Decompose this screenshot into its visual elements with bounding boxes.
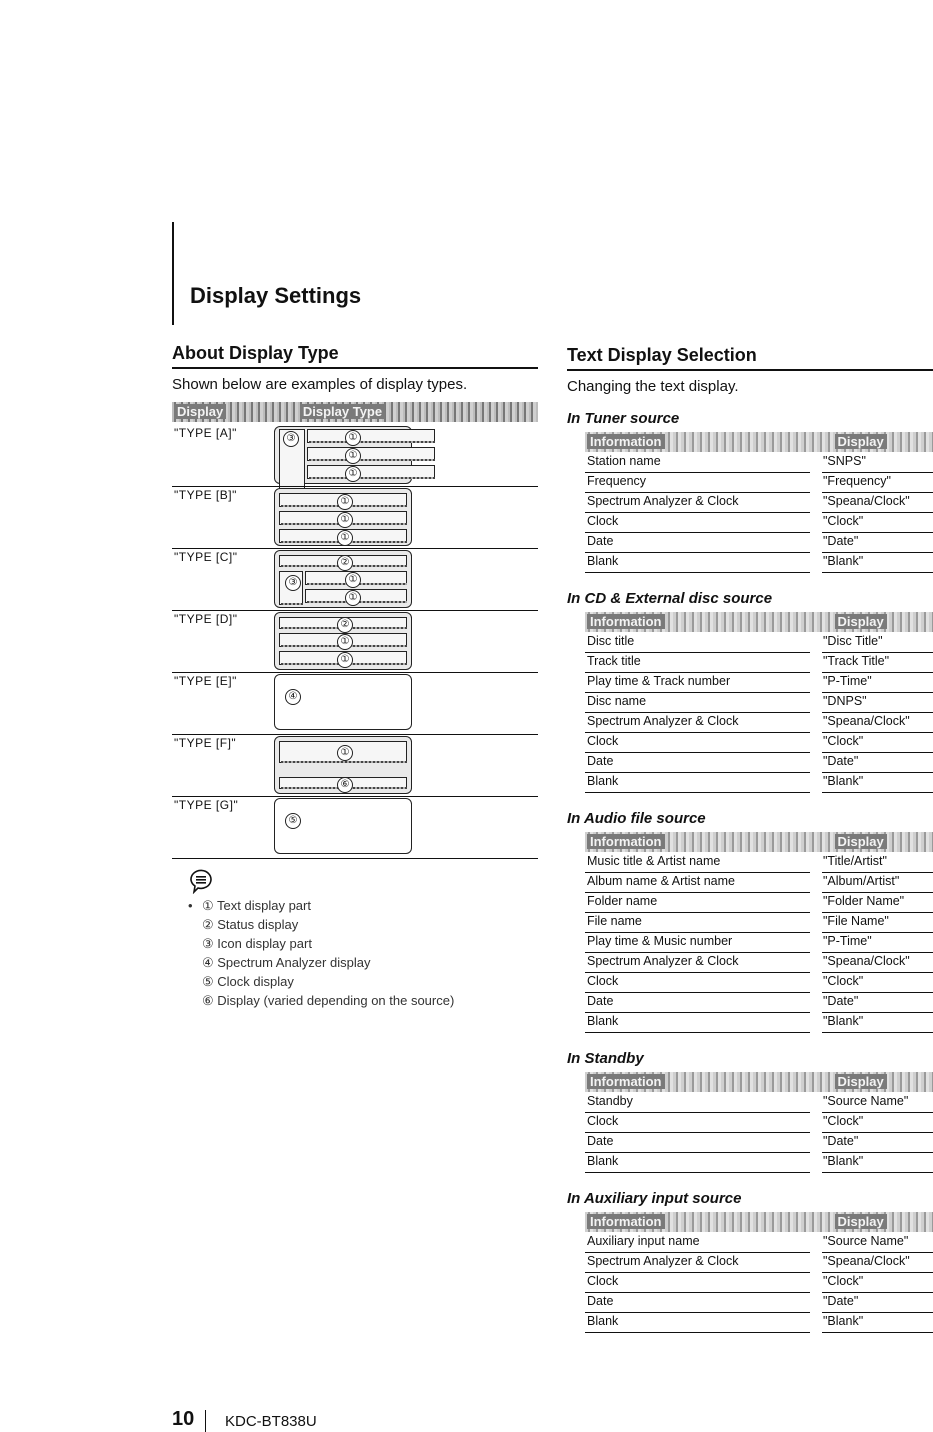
info-table-header: [585, 432, 933, 452]
display-cell: "Blank": [823, 1154, 864, 1168]
info-cell: Clock: [587, 1114, 619, 1128]
info-cell: Blank: [587, 554, 619, 568]
display-cell: "Speana/Clock": [823, 714, 910, 728]
info-rule: [585, 1032, 810, 1033]
display-rule: [822, 912, 933, 913]
info-rule: [585, 672, 810, 673]
info-rule: [585, 1272, 810, 1273]
info-rule: [585, 1312, 810, 1313]
info-cell: Disc name: [587, 694, 647, 708]
display-rule: [822, 792, 933, 793]
info-rule: [585, 1172, 810, 1173]
segment-stripe: [309, 441, 435, 443]
display-rule: [822, 932, 933, 933]
display-type-label: "TYPE [C]": [174, 550, 238, 564]
display-cell: "Blank": [823, 1314, 864, 1328]
info-rule: [585, 572, 810, 573]
info-cell: Folder name: [587, 894, 658, 908]
display-type-label: "TYPE [B]": [174, 488, 237, 502]
info-cell: Date: [587, 994, 614, 1008]
info-cell: Track title: [587, 654, 641, 668]
display-rule: [822, 1132, 933, 1133]
col-information: Information: [587, 1214, 665, 1229]
display-part-marker: ③: [283, 431, 299, 447]
display-cell: "File Name": [823, 914, 889, 928]
type-row-divider: [172, 796, 538, 797]
info-cell: File name: [587, 914, 642, 928]
display-type-label: "TYPE [G]": [174, 798, 239, 812]
display-rule: [822, 992, 933, 993]
source-title: In Audio file source: [567, 810, 706, 827]
info-cell: Play time & Music number: [587, 934, 733, 948]
display-cell: "DNPS": [823, 694, 867, 708]
display-part-marker: ①: [337, 512, 353, 528]
display-rule: [822, 712, 933, 713]
info-rule: [585, 472, 810, 473]
display-rule: [822, 1112, 933, 1113]
info-cell: Blank: [587, 1014, 619, 1028]
text-lead: Changing the text display.: [567, 378, 739, 395]
info-rule: [585, 552, 810, 553]
info-rule: [585, 892, 810, 893]
display-type-table-header: [172, 402, 538, 422]
source-title: In Tuner source: [567, 410, 680, 427]
col-information: Information: [587, 1074, 665, 1089]
segment-stripe: [309, 477, 435, 479]
display-cell: "Title/Artist": [823, 854, 887, 868]
display-type-diagram: [274, 736, 412, 794]
info-cell: Music title & Artist name: [587, 854, 721, 868]
display-part-marker: ②: [337, 617, 353, 633]
note-item: ⑥ Display (varied depending on the source): [202, 993, 455, 1008]
info-cell: Date: [587, 534, 614, 548]
info-rule: [585, 1292, 810, 1293]
info-cell: Date: [587, 1134, 614, 1148]
display-part-marker: ①: [345, 448, 361, 464]
display-part-marker: ①: [337, 745, 353, 761]
info-rule: [585, 972, 810, 973]
info-cell: Play time & Track number: [587, 674, 731, 688]
info-cell: Standby: [587, 1094, 633, 1108]
display-rule: [822, 1272, 933, 1273]
display-part-marker: ⑤: [285, 813, 301, 829]
info-cell: Clock: [587, 514, 619, 528]
display-rule: [822, 532, 933, 533]
display-cell: "Blank": [823, 774, 864, 788]
display-type-diagram: [274, 612, 412, 670]
segment-stripe: [281, 761, 407, 763]
display-cell: "Source Name": [823, 1234, 909, 1248]
display-type-label: "TYPE [E]": [174, 674, 237, 688]
display-rule: [822, 892, 933, 893]
display-cell: "Clock": [823, 734, 864, 748]
info-cell: Blank: [587, 774, 619, 788]
col-display: Display: [174, 404, 226, 419]
display-type-label: "TYPE [F]": [174, 736, 237, 750]
info-cell: Date: [587, 1294, 614, 1308]
display-cell: "SNPS": [823, 454, 866, 468]
info-cell: Blank: [587, 1314, 619, 1328]
footer-divider: [205, 1410, 206, 1432]
info-cell: Clock: [587, 1274, 619, 1288]
info-rule: [585, 492, 810, 493]
note-item: ③ Icon display part: [202, 936, 312, 951]
type-row-divider: [172, 486, 538, 487]
display-cell: "P-Time": [823, 934, 872, 948]
display-rule: [822, 1172, 933, 1173]
display-rule: [822, 1032, 933, 1033]
info-rule: [585, 752, 810, 753]
info-rule: [585, 912, 810, 913]
display-rule: [822, 952, 933, 953]
display-rule: [822, 732, 933, 733]
display-cell: "Clock": [823, 1274, 864, 1288]
display-cell: "Blank": [823, 554, 864, 568]
about-heading-rule: [172, 367, 538, 369]
page-number: 10: [172, 1408, 195, 1430]
display-cell: "Album/Artist": [823, 874, 900, 888]
note-bullet: •: [188, 898, 193, 913]
display-cell: "Speana/Clock": [823, 1254, 910, 1268]
display-part-marker: ②: [337, 555, 353, 571]
note-item: ① Text display part: [202, 898, 311, 913]
source-title: In Auxiliary input source: [567, 1190, 742, 1207]
display-type-label: "TYPE [D]": [174, 612, 238, 626]
display-rule: [822, 1292, 933, 1293]
info-rule: [585, 872, 810, 873]
display-rule: [822, 1252, 933, 1253]
info-table-header: [585, 832, 933, 852]
display-cell: "Clock": [823, 1114, 864, 1128]
display-cell: "Clock": [823, 974, 864, 988]
display-part-marker: ①: [345, 590, 361, 606]
display-part-marker: ①: [345, 572, 361, 588]
info-rule: [585, 732, 810, 733]
info-cell: Clock: [587, 974, 619, 988]
display-rule: [822, 672, 933, 673]
display-rule: [822, 872, 933, 873]
display-cell: "Speana/Clock": [823, 954, 910, 968]
display-rule: [822, 972, 933, 973]
display-type-diagram: [274, 798, 412, 854]
display-cell: "Folder Name": [823, 894, 905, 908]
display-type-diagram: [274, 674, 412, 730]
display-rule: [822, 1332, 933, 1333]
info-rule: [585, 992, 810, 993]
display-cell: "Track Title": [823, 654, 890, 668]
display-part-marker: ①: [337, 494, 353, 510]
info-rule: [585, 692, 810, 693]
note-icon: [188, 868, 214, 894]
display-type-diagram: [274, 426, 412, 484]
display-part-marker: ③: [285, 575, 301, 591]
display-cell: "Frequency": [823, 474, 891, 488]
display-rule: [822, 752, 933, 753]
info-rule: [585, 1012, 810, 1013]
type-row-divider: [172, 548, 538, 549]
info-cell: Spectrum Analyzer & Clock: [587, 1254, 739, 1268]
display-rule: [822, 552, 933, 553]
display-cell: "Date": [823, 534, 859, 548]
info-cell: Auxiliary input name: [587, 1234, 700, 1248]
title-bar: [172, 222, 174, 325]
display-cell: "Clock": [823, 514, 864, 528]
col-display: Display: [835, 1214, 887, 1229]
display-rule: [822, 492, 933, 493]
source-title: In Standby: [567, 1050, 644, 1067]
about-lead: Shown below are examples of display types.: [172, 376, 468, 393]
display-cell: "Speana/Clock": [823, 494, 910, 508]
col-display-type: Display Type: [300, 404, 385, 419]
info-rule: [585, 712, 810, 713]
display-rule: [822, 1312, 933, 1313]
display-rule: [822, 1152, 933, 1153]
info-rule: [585, 772, 810, 773]
display-cell: "Date": [823, 1134, 859, 1148]
info-cell: Date: [587, 754, 614, 768]
about-display-type-heading: About Display Type: [172, 343, 339, 363]
text-display-selection-heading: Text Display Selection: [567, 345, 757, 365]
display-rule: [822, 572, 933, 573]
display-part-marker: ①: [337, 634, 353, 650]
display-rule: [822, 692, 933, 693]
display-type-diagram: [274, 488, 412, 546]
info-rule: [585, 1332, 810, 1333]
page-title: Display Settings: [190, 283, 362, 308]
display-rule: [822, 512, 933, 513]
info-table-header: [585, 1072, 933, 1092]
display-type-label: "TYPE [A]": [174, 426, 237, 440]
col-information: Information: [587, 834, 665, 849]
info-cell: Spectrum Analyzer & Clock: [587, 954, 739, 968]
display-cell: "Disc Title": [823, 634, 883, 648]
info-rule: [585, 1252, 810, 1253]
text-heading-rule: [567, 369, 933, 371]
col-information: Information: [587, 434, 665, 449]
display-cell: "Date": [823, 1294, 859, 1308]
info-rule: [585, 932, 810, 933]
info-cell: Spectrum Analyzer & Clock: [587, 494, 739, 508]
segment-stripe: [281, 603, 303, 605]
segment-stripe: [309, 459, 435, 461]
display-rule: [822, 472, 933, 473]
display-cell: "Source Name": [823, 1094, 909, 1108]
info-rule: [585, 1112, 810, 1113]
display-cell: "Date": [823, 754, 859, 768]
note-item: ④ Spectrum Analyzer display: [202, 955, 371, 970]
display-part-marker: ①: [345, 466, 361, 482]
col-display: Display: [835, 434, 887, 449]
info-cell: Clock: [587, 734, 619, 748]
info-rule: [585, 1152, 810, 1153]
info-cell: Disc title: [587, 634, 635, 648]
col-information: Information: [587, 614, 665, 629]
display-part-marker: ①: [337, 530, 353, 546]
display-type-diagram: [274, 550, 412, 608]
info-rule: [585, 1132, 810, 1133]
info-rule: [585, 512, 810, 513]
note-item: ⑤ Clock display: [202, 974, 294, 989]
info-rule: [585, 532, 810, 533]
info-cell: Spectrum Analyzer & Clock: [587, 714, 739, 728]
display-cell: "Date": [823, 994, 859, 1008]
info-cell: Frequency: [587, 474, 647, 488]
display-part-marker: ⑥: [337, 777, 353, 793]
col-display: Display: [835, 1074, 887, 1089]
info-table-header: [585, 1212, 933, 1232]
model-name: KDC-BT838U: [225, 1413, 317, 1430]
info-cell: Album name & Artist name: [587, 874, 735, 888]
note-item: ② Status display: [202, 917, 299, 932]
info-cell: Blank: [587, 1154, 619, 1168]
info-rule: [585, 952, 810, 953]
display-rule: [822, 1012, 933, 1013]
display-rule: [822, 772, 933, 773]
col-display: Display: [835, 834, 887, 849]
info-table-header: [585, 612, 933, 632]
type-row-divider: [172, 734, 538, 735]
info-cell: Station name: [587, 454, 661, 468]
display-part-marker: ④: [285, 689, 301, 705]
info-rule: [585, 652, 810, 653]
display-part-marker: ①: [345, 430, 361, 446]
type-row-divider: [172, 858, 538, 859]
display-cell: "Blank": [823, 1014, 864, 1028]
display-rule: [822, 652, 933, 653]
info-rule: [585, 792, 810, 793]
display-cell: "P-Time": [823, 674, 872, 688]
source-title: In CD & External disc source: [567, 590, 773, 607]
type-row-divider: [172, 610, 538, 611]
display-part-marker: ①: [337, 652, 353, 668]
col-display: Display: [835, 614, 887, 629]
type-row-divider: [172, 672, 538, 673]
